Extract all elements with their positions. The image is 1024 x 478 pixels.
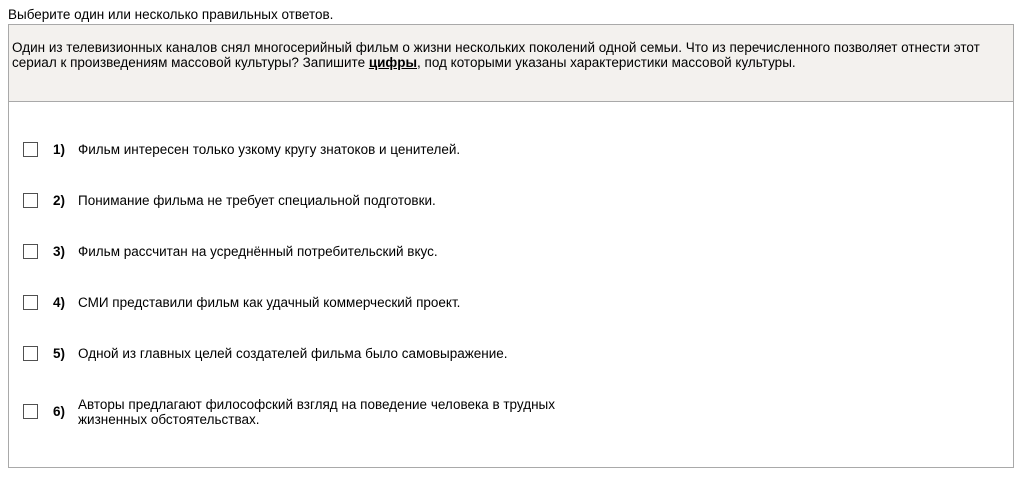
option-2-text: Понимание фильма не требует специальной подготовки. bbox=[78, 193, 436, 208]
option-4-checkbox[interactable] bbox=[23, 295, 38, 310]
option-6-text: Авторы предлагают философский взгляд на поведение человека в трудных жизненных обстоятельствах. bbox=[78, 397, 555, 427]
option-5-number: 5) bbox=[53, 346, 66, 361]
option-4[interactable] bbox=[9, 295, 1013, 335]
option-3[interactable] bbox=[9, 244, 1013, 284]
question-panel bbox=[9, 25, 1013, 102]
task-box bbox=[8, 24, 1014, 468]
option-3-text: Фильм рассчитан на усреднённый потребительский вкус. bbox=[78, 244, 438, 259]
option-2-number: 2) bbox=[53, 193, 66, 208]
option-4-number: 4) bbox=[53, 295, 66, 310]
option-6[interactable] bbox=[9, 397, 1013, 437]
option-3-checkbox[interactable] bbox=[23, 244, 38, 259]
option-1[interactable] bbox=[9, 142, 1013, 182]
question-text-end: , под которыми указаны характеристики массовой культуры. bbox=[417, 55, 796, 70]
option-5-text: Одной из главных целей создателей фильма было самовыражение. bbox=[78, 346, 508, 361]
question-text: Один из телевизионных каналов снял многосерийный фильм о жизни нескольких поколений одной семьи. Что из перечисленного позволяет отнести этот сериал к произведениям массовой культуры? Запишите bbox=[12, 40, 980, 70]
option-1-text: Фильм интересен только узкому кругу знатоков и ценителей. bbox=[78, 142, 461, 157]
question-emphasis: цифры bbox=[368, 55, 418, 70]
option-3-number: 3) bbox=[53, 244, 66, 259]
option-1-checkbox[interactable] bbox=[23, 142, 38, 157]
option-1-number: 1) bbox=[53, 142, 66, 157]
option-5-checkbox[interactable] bbox=[23, 346, 38, 361]
option-6-number: 6) bbox=[53, 404, 66, 419]
option-6-checkbox[interactable] bbox=[23, 404, 38, 419]
option-5[interactable] bbox=[9, 346, 1013, 386]
instruction-text: Выберите один или несколько правильных ответов. bbox=[8, 7, 334, 22]
option-4-text: СМИ представили фильм как удачный коммерческий проект. bbox=[78, 295, 461, 310]
option-2-checkbox[interactable] bbox=[23, 193, 38, 208]
option-2[interactable] bbox=[9, 193, 1013, 233]
